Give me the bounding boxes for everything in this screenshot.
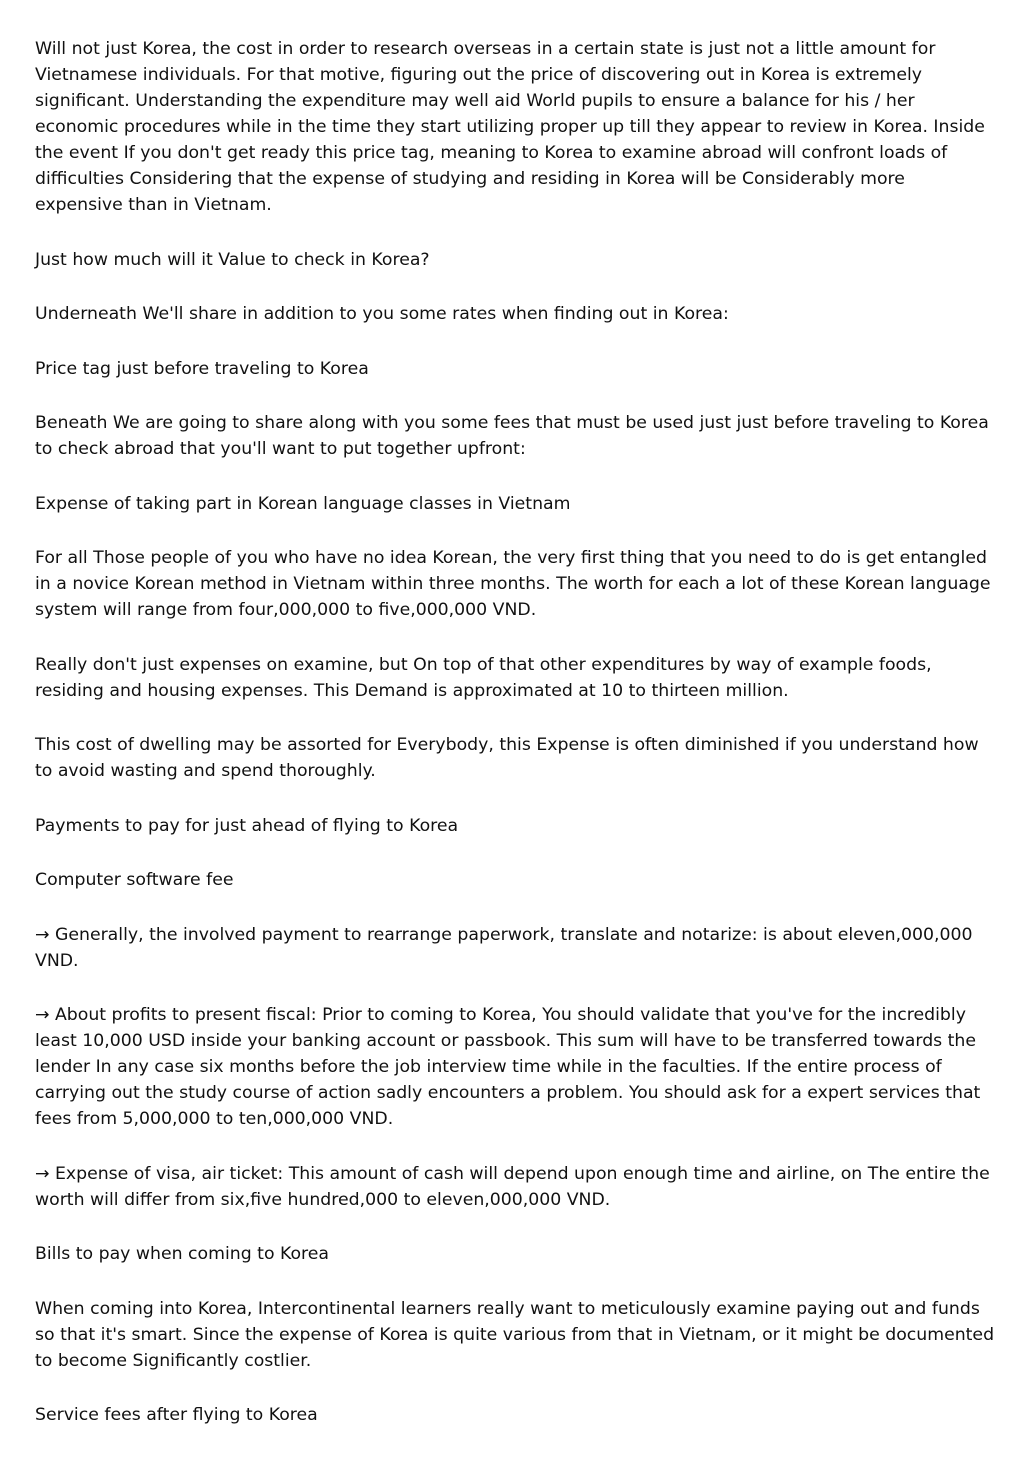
rates-intro-paragraph: Underneath We'll share in addition to you some rates when finding out in Korea:	[35, 304, 729, 324]
document-body	[35, 36, 995, 1457]
arrival-bills-heading: Bills to pay when coming to Korea	[35, 1244, 329, 1264]
paperwork-fee-item: → Generally, the involved payment to rearrange paperwork, translate and notarize: is about eleven,000,000 VND.	[35, 924, 973, 971]
language-classes-paragraph: For all Those people of you who have no idea Korean, the very first thing that you need to do is get entangled in a novice Korean method in Vietnam within three months. The worth for each a lot of these Korean language system will range from four,000,000 to five,000,000 VND.	[35, 548, 991, 620]
pre-travel-heading: Price tag just before traveling to Korea	[35, 358, 369, 379]
intro-paragraph: Will not just Korea, the cost in order to research overseas in a certain state is just not a little amount for Vietnamese individuals. For that motive, figuring out the price of discovering out in Korea is extremely significant. Understanding the expenditure may well aid World pupils to ensure a balance for his / her economic procedures while in the time they start utilizing proper up till they appear to review in Korea. Inside the event If you don't get ready this price tag, meaning to Korea to examine abroad will confront loads of difficulties Considering that the expense of studying and residing in Korea will be Considerably more expensive than in Vietnam.	[35, 39, 985, 215]
software-fee-heading: Computer software fee	[35, 870, 234, 890]
service-fees-heading: Service fees after flying to Korea	[35, 1405, 318, 1425]
payments-heading: Payments to pay for just ahead of flying to Korea	[35, 815, 459, 836]
living-expenses-paragraph: Really don't just expenses on examine, but On top of that other expenditures by way of example foods, residing and housing expenses. This Demand is approximated at 10 to thirteen million.	[35, 654, 932, 701]
pre-travel-fees-paragraph: Beneath We are going to share along with you some fees that must be used just just before traveling to Korea to check abroad that you'll want to put together upfront:	[35, 413, 989, 459]
arrival-bills-paragraph: When coming into Korea, Intercontinental learners really want to meticulously examine paying out and funds so that it's smart. Since the expense of Korea is quite various from that in Vietnam, or it might be documented to become Significantly costlier.	[35, 1298, 995, 1371]
visa-ticket-item: → Expense of visa, air ticket: This amount of cash will depend upon enough time and airline, on The entire the worth will differ from six,five hundred,000 to eleven,000,000 VND.	[35, 1163, 990, 1210]
financial-proof-item: → About profits to present fiscal: Prior to coming to Korea, You should validate that you've for the incredibly least 10,000 USD inside your banking account or passbook. This sum will have to be transferred towards the lender In any case six months before the job interview time while in the faculties. If the entire process of carrying out the study course of action sadly encounters a problem. You should ask for a expert services that fees from 5,000,000 to ten,000,000 VND.	[35, 1005, 981, 1129]
language-classes-heading: Expense of taking part in Korean language classes in Vietnam	[35, 493, 571, 514]
dwelling-cost-paragraph: This cost of dwelling may be assorted for Everybody, this Expense is often diminished if you understand how to avoid wasting and spend thoroughly.	[35, 735, 979, 781]
cost-question-heading: Just how much will it Value to check in Korea?	[35, 249, 430, 270]
